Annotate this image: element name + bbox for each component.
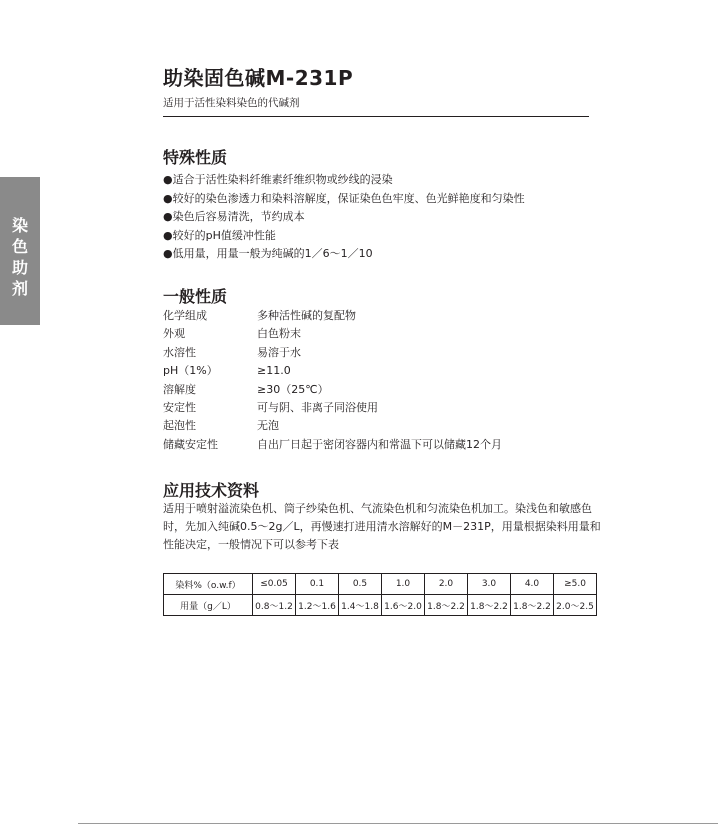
table-cell: ≤0.05 <box>253 574 296 595</box>
property-label: pH（1%） <box>163 364 218 378</box>
property-label: 安定性 <box>163 401 196 415</box>
table-cell: 1.8～2.2 <box>511 595 554 616</box>
side-tab-char: 剂 <box>11 279 28 298</box>
product-title: 助染固色碱M-231P <box>163 66 354 90</box>
list-item: ●较好的染色渗透力和染料溶解度，保证染色色牢度、色光鲜艳度和匀染性 <box>163 191 525 205</box>
table-cell: 0.5 <box>339 574 382 595</box>
table-cell: 0.1 <box>296 574 339 595</box>
table-cell: 1.8～2.2 <box>425 595 468 616</box>
table-cell: 1.2～1.6 <box>296 595 339 616</box>
table-cell: 1.8～2.2 <box>468 595 511 616</box>
property-label: 化学组成 <box>163 309 207 322</box>
property-row <box>163 307 502 325</box>
application-heading: 应用技术资料 <box>163 481 260 500</box>
list-item: ●低用量，用量一般为纯碱的1／6～1／10 <box>163 247 373 261</box>
property-value: 可与阴、非离子同浴使用 <box>257 401 378 415</box>
list-item: ●染色后容易清洗，节约成本 <box>163 210 305 224</box>
application-paragraph: 适用于喷射溢流染色机、筒子纱染色机、气流染色机和匀流染色机加工。染浅色和敏感色时，先加入纯碱0.5～2g／L，再慢速打进用清水溶解好的M－231P，用量根据染料用量和性能决定，一般情况下可以参考下表 <box>163 502 601 552</box>
table-cell: 3.0 <box>468 574 511 595</box>
property-value: 自出厂日起于密闭容器内和常温下可以储藏12个月 <box>257 437 502 451</box>
property-row <box>163 436 502 454</box>
category-side-tab <box>0 177 40 325</box>
property-row <box>163 417 502 435</box>
side-tab-char: 色 <box>11 237 28 256</box>
product-subtitle: 适用于活性染料染色的代碱剂 <box>163 97 300 109</box>
special-properties-list <box>163 171 525 264</box>
general-properties-heading: 一般性质 <box>163 287 228 306</box>
property-label: 溶解度 <box>163 382 196 396</box>
property-row <box>163 362 502 380</box>
footer-divider <box>78 823 718 824</box>
property-label: 水溶性 <box>163 345 196 359</box>
property-value: 多种活性碱的复配物 <box>257 309 356 322</box>
list-item: ●适合于活性染料纤维素纤维织物或纱线的浸染 <box>163 173 393 186</box>
special-properties-heading: 特殊性质 <box>163 148 228 167</box>
property-value: 白色粉末 <box>257 327 301 341</box>
table-row <box>164 574 597 595</box>
table-cell: 2.0～2.5 <box>554 595 597 616</box>
property-value: 无泡 <box>257 419 279 433</box>
property-row <box>163 344 502 362</box>
dosage-table <box>163 573 597 616</box>
table-cell: 0.8～1.2 <box>253 595 296 616</box>
property-row <box>163 381 502 399</box>
table-row <box>164 595 597 616</box>
property-value: ≥30（25℃） <box>257 382 329 396</box>
property-row <box>163 325 502 343</box>
property-label: 储藏安定性 <box>163 437 218 451</box>
table-cell: 1.4～1.8 <box>339 595 382 616</box>
table-cell: 1.0 <box>382 574 425 595</box>
property-value: 易溶于水 <box>257 345 301 359</box>
side-tab-char: 染 <box>11 216 28 235</box>
property-label: 起泡性 <box>163 419 196 433</box>
side-tab-char: 助 <box>11 258 28 277</box>
table-cell: ≥5.0 <box>554 574 597 595</box>
general-properties-list <box>163 307 502 454</box>
title-divider <box>163 116 589 117</box>
table-row-header: 染料%（o.w.f） <box>164 574 253 595</box>
table-cell: 2.0 <box>425 574 468 595</box>
property-value: ≥11.0 <box>257 364 291 378</box>
table-cell: 1.6～2.0 <box>382 595 425 616</box>
table-cell: 4.0 <box>511 574 554 595</box>
list-item: ●较好的pH值缓冲性能 <box>163 228 276 242</box>
table-row-header: 用量（g／L） <box>164 595 253 616</box>
property-label: 外观 <box>163 327 185 341</box>
property-row <box>163 399 502 417</box>
